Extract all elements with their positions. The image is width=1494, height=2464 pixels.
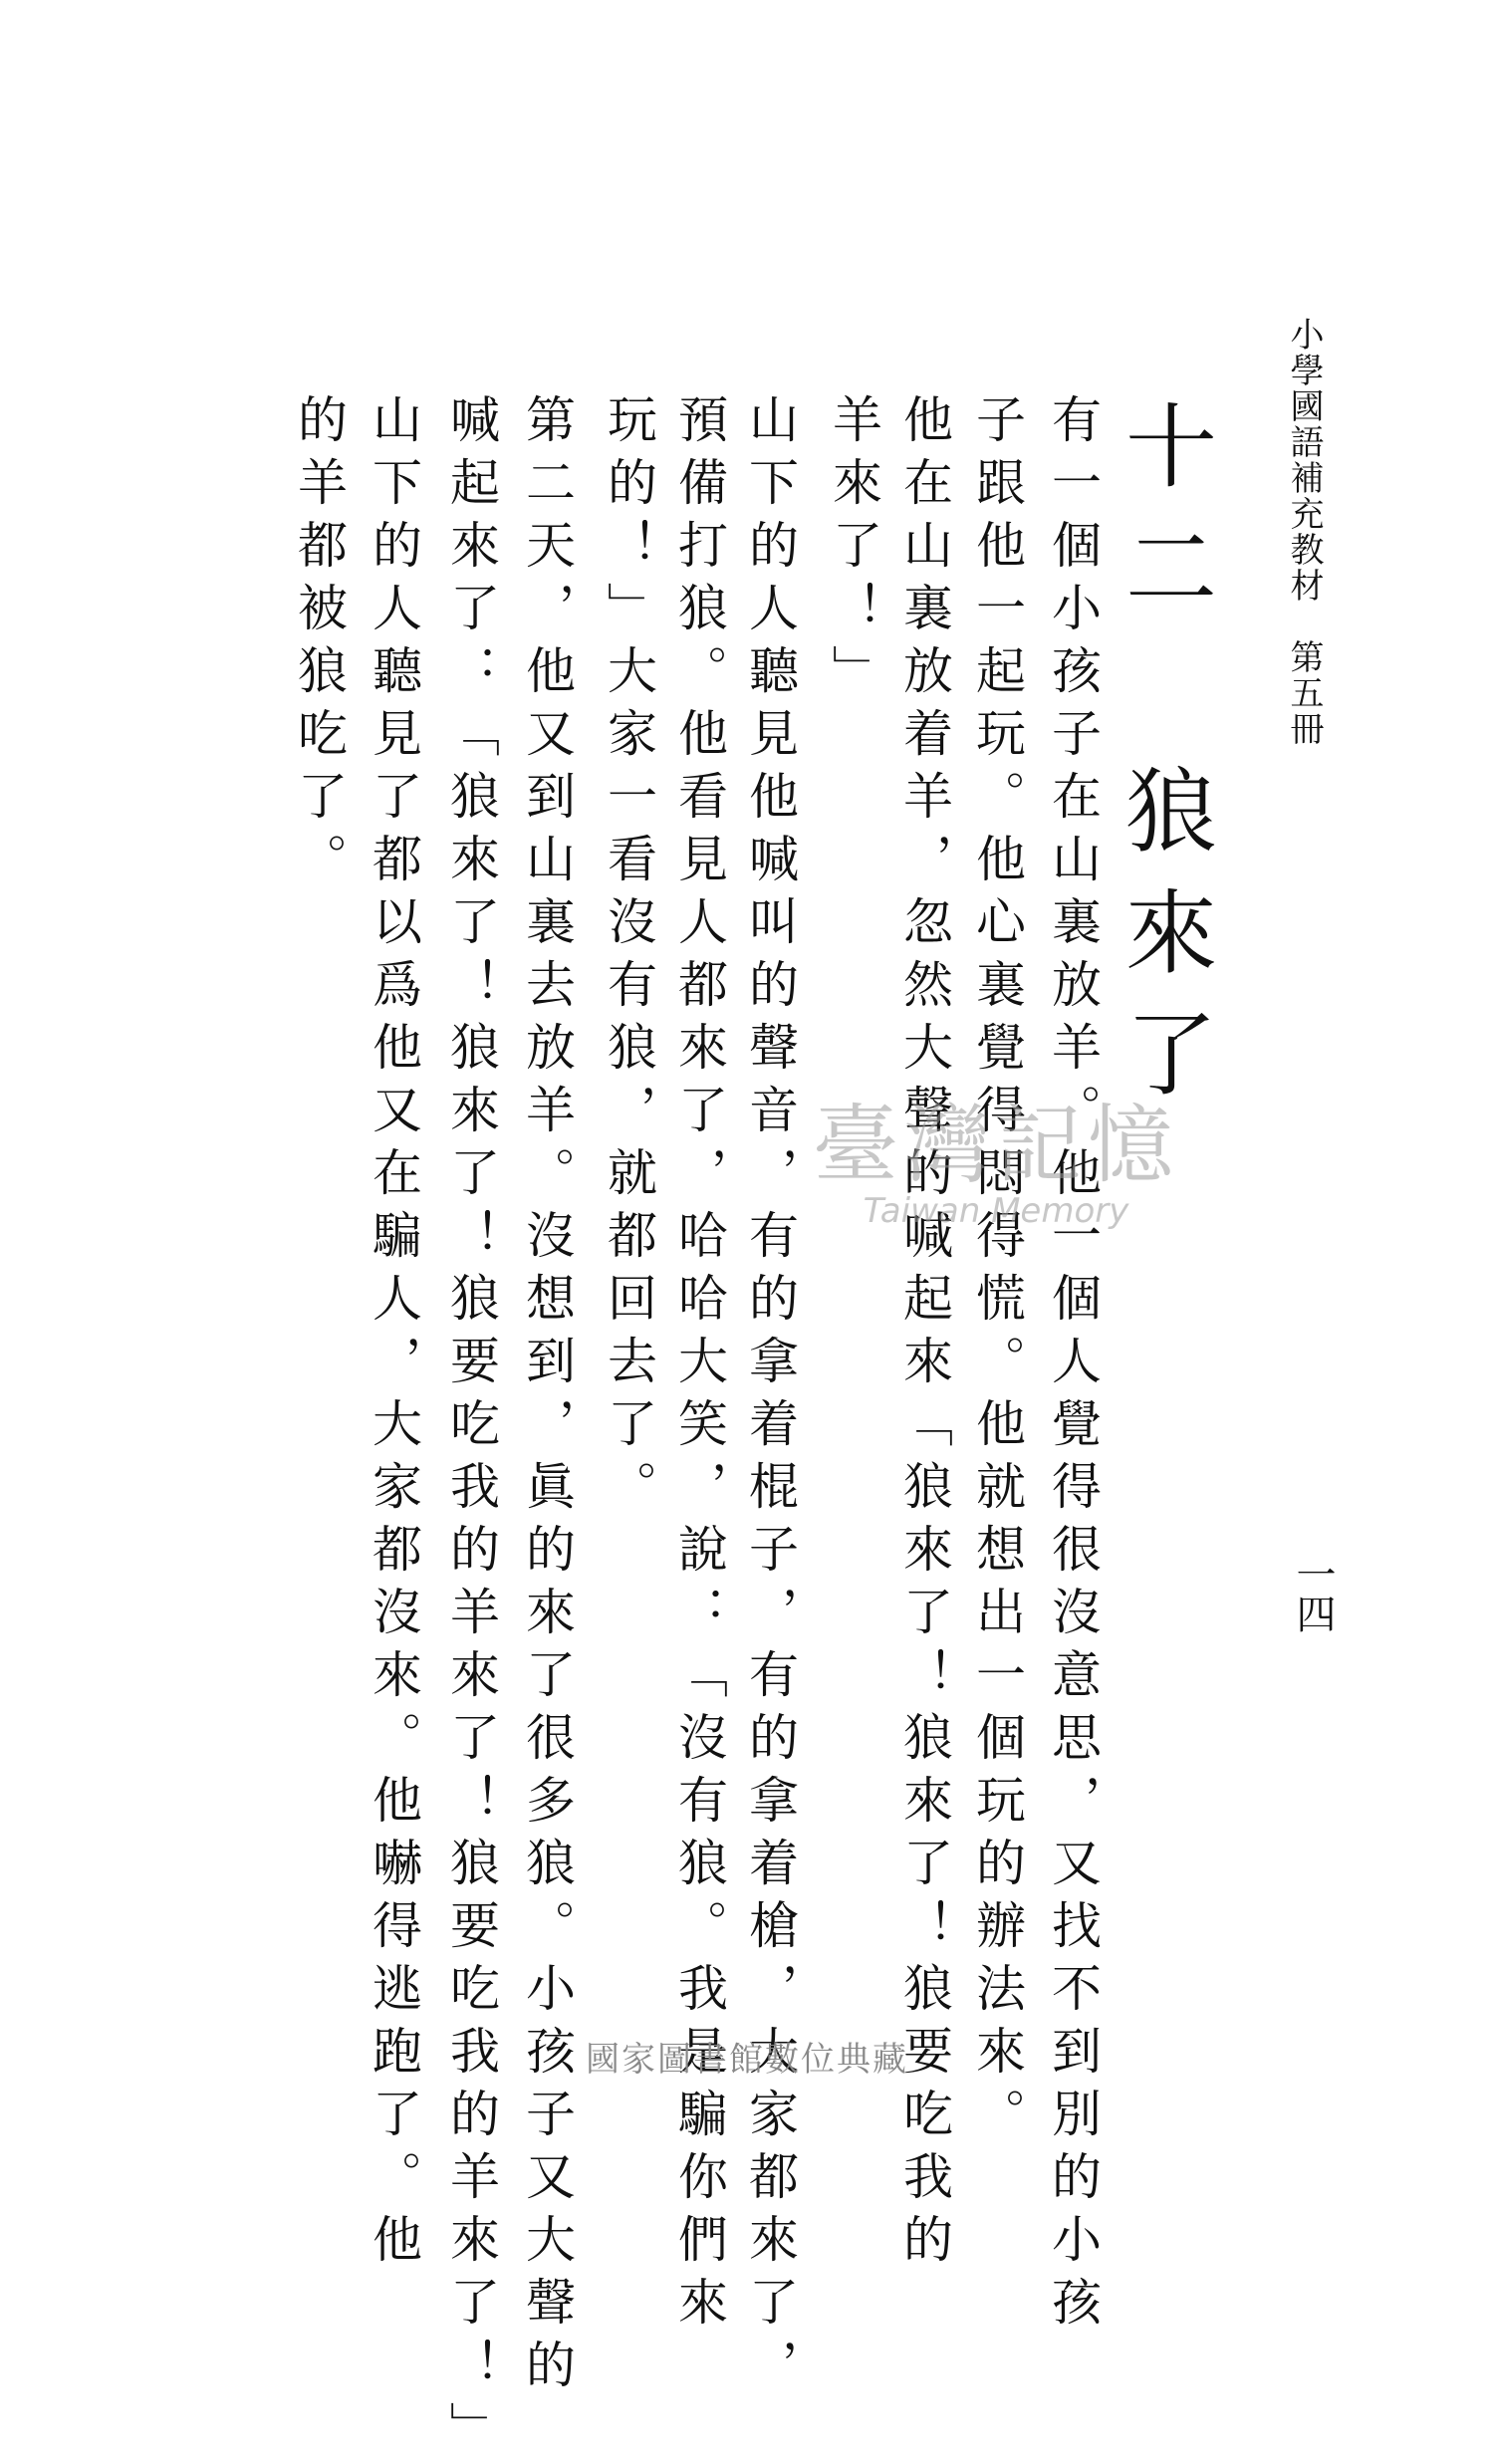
body-line: 玩的！」大家一看沒有狼，就都回去了。 <box>600 393 657 1523</box>
body-line: 山下的人聽見了都以爲他又在騙人，大家都沒來。他嚇得逃跑了。他 <box>365 393 422 2276</box>
watermark-text-en: Taiwan Memory <box>863 1191 1129 1231</box>
footer-credit: 國家圖書館數位典藏 <box>586 2040 908 2080</box>
body-line: 羊來了！」 <box>825 393 882 707</box>
page-number: 一四 <box>1290 1554 1336 1633</box>
body-line: 山下的人聽見他喊叫的聲音，有的拿着棍子，有的拿着槍，大家都來了， <box>741 393 799 2401</box>
lesson-title: 十二 狼來了 <box>1111 398 1217 1127</box>
body-line: 喊起來了：「狼來了！狼來了！狼要吃我的羊來了！狼要吃我的羊來了！」 <box>442 393 500 2464</box>
book-header: 小學國語補充教材 第五冊 <box>1284 317 1324 747</box>
watermark-text-cn: 臺灣記憶 <box>813 1096 1179 1195</box>
body-line: 他在山裏放着羊，忽然大聲的喊起來「狼來了！狼來了！狼要吃我的 <box>895 393 953 2276</box>
body-line: 有一個小孩子在山裏放羊。他一個人覺得很沒意思，又找不到別的小孩 <box>1044 393 1102 2339</box>
body-line: 預備打狼。他看見人都來了，哈哈大笑，說：「沒有狼。我是騙你們來 <box>670 393 728 2339</box>
body-line: 第二天，他又到山裏去放羊。沒想到，眞的來了很多狼。小孩子又大聲的 <box>518 393 576 2401</box>
body-line: 子跟他一起玩。他心裏覺得悶得慌。他就想出一個玩的辦法來。 <box>968 393 1026 2150</box>
body-line: 的羊都被狼吃了。 <box>290 393 348 895</box>
